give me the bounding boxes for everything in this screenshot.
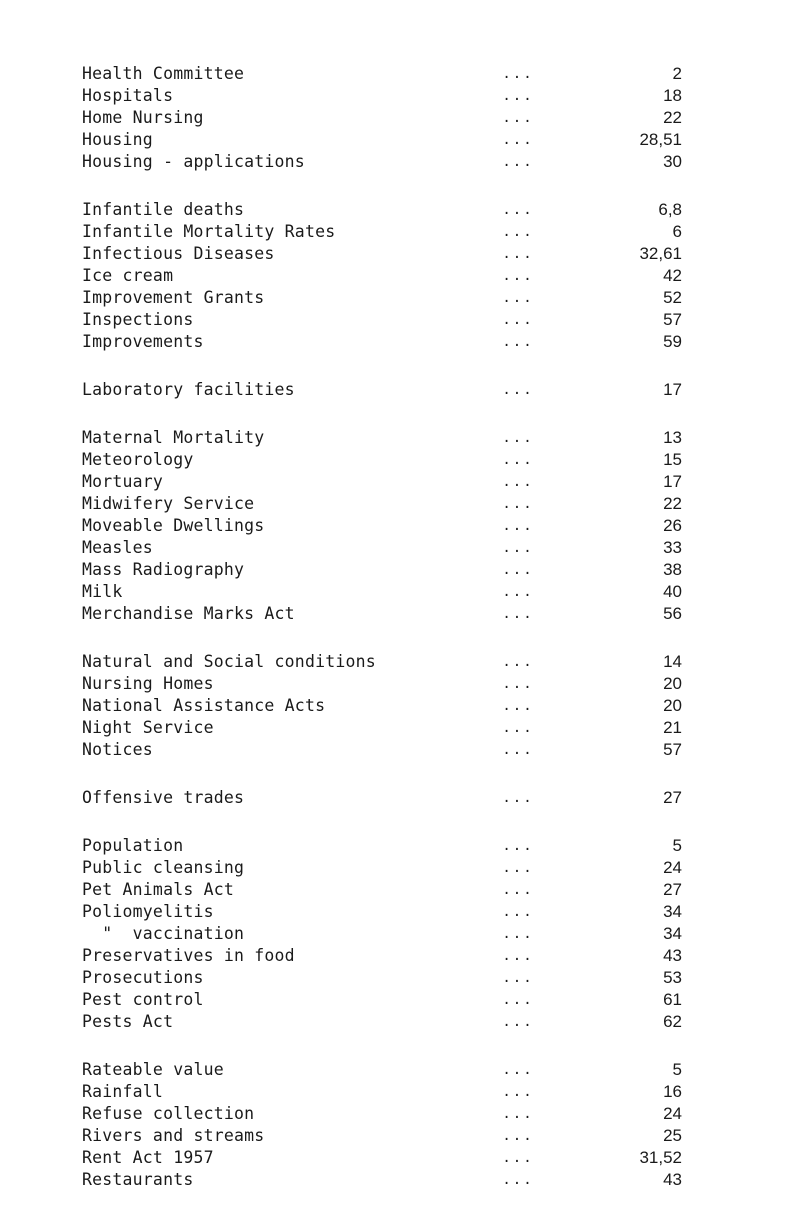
page-numbers: 22	[663, 108, 682, 127]
dot-leader: ...	[502, 882, 534, 898]
page-numbers: 59	[663, 332, 682, 351]
dot-leader: ...	[502, 540, 534, 556]
index-group	[0, 651, 800, 761]
index-term: Hospitals	[82, 86, 174, 105]
index-entry	[0, 739, 800, 761]
index-entry	[0, 151, 800, 173]
page-numbers: 28,51	[639, 130, 682, 149]
page-numbers: 14	[663, 652, 682, 671]
index-entry	[0, 695, 800, 717]
page-numbers: 57	[663, 740, 682, 759]
page-numbers: 52	[663, 288, 682, 307]
dot-leader: ...	[502, 1014, 534, 1030]
index-term: Rainfall	[82, 1082, 164, 1101]
page-numbers: 43	[663, 1170, 682, 1189]
index-entry	[0, 331, 800, 353]
index-entry	[0, 651, 800, 673]
page-numbers: 53	[663, 968, 682, 987]
index-term: Moveable Dwellings	[82, 516, 265, 535]
index-term: Restaurants	[82, 1170, 194, 1189]
dot-leader: ...	[502, 382, 534, 398]
index-term: Improvement Grants	[82, 288, 265, 307]
page-numbers: 27	[663, 880, 682, 899]
page-numbers: 57	[663, 310, 682, 329]
dot-leader: ...	[502, 290, 534, 306]
index-term: Prosecutions	[82, 968, 204, 987]
dot-leader: ...	[502, 698, 534, 714]
index-list	[0, 63, 800, 1217]
index-group	[0, 63, 800, 173]
index-entry	[0, 1125, 800, 1147]
page-numbers: 6	[672, 222, 682, 241]
index-term: Population	[82, 836, 184, 855]
index-entry	[0, 1147, 800, 1169]
dot-leader: ...	[502, 66, 534, 82]
index-entry	[0, 537, 800, 559]
dot-leader: ...	[502, 1128, 534, 1144]
index-entry	[0, 243, 800, 265]
index-term: Pests Act	[82, 1012, 174, 1031]
index-term: Meteorology	[82, 450, 194, 469]
index-entry	[0, 945, 800, 967]
index-entry	[0, 673, 800, 695]
index-entry	[0, 63, 800, 85]
dot-leader: ...	[502, 970, 534, 986]
page-numbers: 30	[663, 152, 682, 171]
dot-leader: ...	[502, 452, 534, 468]
index-entry	[0, 199, 800, 221]
index-entry	[0, 287, 800, 309]
index-term: Infantile deaths	[82, 200, 245, 219]
dot-leader: ...	[502, 992, 534, 1008]
dot-leader: ...	[502, 474, 534, 490]
page-numbers: 2	[672, 64, 682, 83]
page-numbers: 56	[663, 604, 682, 623]
index-entry	[0, 989, 800, 1011]
index-entry	[0, 1059, 800, 1081]
dot-leader: ...	[502, 110, 534, 126]
dot-leader: ...	[502, 88, 534, 104]
index-term: Rivers and streams	[82, 1126, 265, 1145]
index-term: Measles	[82, 538, 153, 557]
page-numbers: 34	[663, 902, 682, 921]
page-numbers: 43	[663, 946, 682, 965]
index-term: Rateable value	[82, 1060, 224, 1079]
index-term: Pest control	[82, 990, 204, 1009]
index-term: Public cleansing	[82, 858, 245, 877]
index-term: Refuse collection	[82, 1104, 255, 1123]
page-numbers: 27	[663, 788, 682, 807]
dot-leader: ...	[502, 132, 534, 148]
index-group	[0, 379, 800, 401]
page-numbers: 20	[663, 696, 682, 715]
index-entry	[0, 1081, 800, 1103]
index-entry	[0, 379, 800, 401]
page-numbers: 33	[663, 538, 682, 557]
dot-leader: ...	[502, 202, 534, 218]
page-numbers: 6,8	[658, 200, 682, 219]
index-term: Midwifery Service	[82, 494, 255, 513]
index-term: Natural and Social conditions	[82, 652, 376, 671]
index-group	[0, 199, 800, 353]
dot-leader: ...	[502, 246, 534, 262]
index-term: Maternal Mortality	[82, 428, 265, 447]
index-term: Infantile Mortality Rates	[82, 222, 336, 241]
page-numbers: 61	[663, 990, 682, 1009]
dot-leader: ...	[502, 1084, 534, 1100]
dot-leader: ...	[502, 1150, 534, 1166]
dot-leader: ...	[502, 720, 534, 736]
index-term: Mortuary	[82, 472, 164, 491]
dot-leader: ...	[502, 312, 534, 328]
index-entry	[0, 427, 800, 449]
index-entry	[0, 493, 800, 515]
index-term: Improvements	[82, 332, 204, 351]
page-numbers: 31,52	[639, 1148, 682, 1167]
page-numbers: 24	[663, 1104, 682, 1123]
index-entry	[0, 309, 800, 331]
index-term: " vaccination	[82, 924, 245, 943]
page-numbers: 17	[663, 380, 682, 399]
index-group	[0, 787, 800, 809]
index-term: Milk	[82, 582, 123, 601]
index-entry	[0, 107, 800, 129]
dot-leader: ...	[502, 268, 534, 284]
index-entry	[0, 129, 800, 151]
index-entry	[0, 515, 800, 537]
index-term: Housing - applications	[82, 152, 305, 171]
index-entry	[0, 1103, 800, 1125]
page-numbers: 34	[663, 924, 682, 943]
dot-leader: ...	[502, 1172, 534, 1188]
index-term: Housing	[82, 130, 153, 149]
index-entry	[0, 787, 800, 809]
page-numbers: 20	[663, 674, 682, 693]
dot-leader: ...	[502, 790, 534, 806]
index-entry	[0, 265, 800, 287]
index-entry	[0, 449, 800, 471]
dot-leader: ...	[502, 496, 534, 512]
index-term: Poliomyelitis	[82, 902, 214, 921]
page-numbers: 26	[663, 516, 682, 535]
index-entry	[0, 923, 800, 945]
page-numbers: 25	[663, 1126, 682, 1145]
page-numbers: 13	[663, 428, 682, 447]
index-group	[0, 1059, 800, 1191]
index-term: Health Committee	[82, 64, 245, 83]
page-numbers: 42	[663, 266, 682, 285]
page-numbers: 5	[672, 1060, 682, 1079]
page-numbers: 22	[663, 494, 682, 513]
dot-leader: ...	[502, 860, 534, 876]
page-numbers: 21	[663, 718, 682, 737]
page-numbers: 15	[663, 450, 682, 469]
dot-leader: ...	[502, 562, 534, 578]
dot-leader: ...	[502, 838, 534, 854]
index-term: Rent Act 1957	[82, 1148, 214, 1167]
page-numbers: 16	[663, 1082, 682, 1101]
dot-leader: ...	[502, 334, 534, 350]
index-entry	[0, 581, 800, 603]
index-term: Home Nursing	[82, 108, 204, 127]
dot-leader: ...	[502, 654, 534, 670]
index-entry	[0, 857, 800, 879]
page-numbers: 62	[663, 1012, 682, 1031]
index-entry	[0, 471, 800, 493]
index-entry	[0, 717, 800, 739]
index-group	[0, 835, 800, 1033]
dot-leader: ...	[502, 742, 534, 758]
dot-leader: ...	[502, 926, 534, 942]
dot-leader: ...	[502, 1062, 534, 1078]
index-group	[0, 427, 800, 625]
page-numbers: 5	[672, 836, 682, 855]
dot-leader: ...	[502, 904, 534, 920]
dot-leader: ...	[502, 1106, 534, 1122]
dot-leader: ...	[502, 154, 534, 170]
index-entry	[0, 879, 800, 901]
dot-leader: ...	[502, 224, 534, 240]
index-term: Preservatives in food	[82, 946, 295, 965]
dot-leader: ...	[502, 584, 534, 600]
dot-leader: ...	[502, 676, 534, 692]
dot-leader: ...	[502, 430, 534, 446]
page-numbers: 24	[663, 858, 682, 877]
page-numbers: 18	[663, 86, 682, 105]
page-numbers: 17	[663, 472, 682, 491]
index-term: Merchandise Marks Act	[82, 604, 295, 623]
index-entry	[0, 559, 800, 581]
index-term: Mass Radiography	[82, 560, 245, 579]
index-term: National Assistance Acts	[82, 696, 326, 715]
dot-leader: ...	[502, 518, 534, 534]
index-entry	[0, 85, 800, 107]
index-entry	[0, 1169, 800, 1191]
dot-leader: ...	[502, 606, 534, 622]
index-entry	[0, 603, 800, 625]
index-entry	[0, 967, 800, 989]
index-entry	[0, 901, 800, 923]
index-term: Inspections	[82, 310, 194, 329]
index-entry	[0, 221, 800, 243]
dot-leader: ...	[502, 948, 534, 964]
index-term: Laboratory facilities	[82, 380, 295, 399]
index-term: Notices	[82, 740, 153, 759]
page-numbers: 32,61	[639, 244, 682, 263]
page-numbers: 38	[663, 560, 682, 579]
index-term: Infectious Diseases	[82, 244, 275, 263]
index-term: Night Service	[82, 718, 214, 737]
index-term: Ice cream	[82, 266, 174, 285]
index-term: Offensive trades	[82, 788, 245, 807]
index-entry	[0, 835, 800, 857]
index-entry	[0, 1011, 800, 1033]
index-term: Pet Animals Act	[82, 880, 235, 899]
index-term: Nursing Homes	[82, 674, 214, 693]
page-numbers: 40	[663, 582, 682, 601]
